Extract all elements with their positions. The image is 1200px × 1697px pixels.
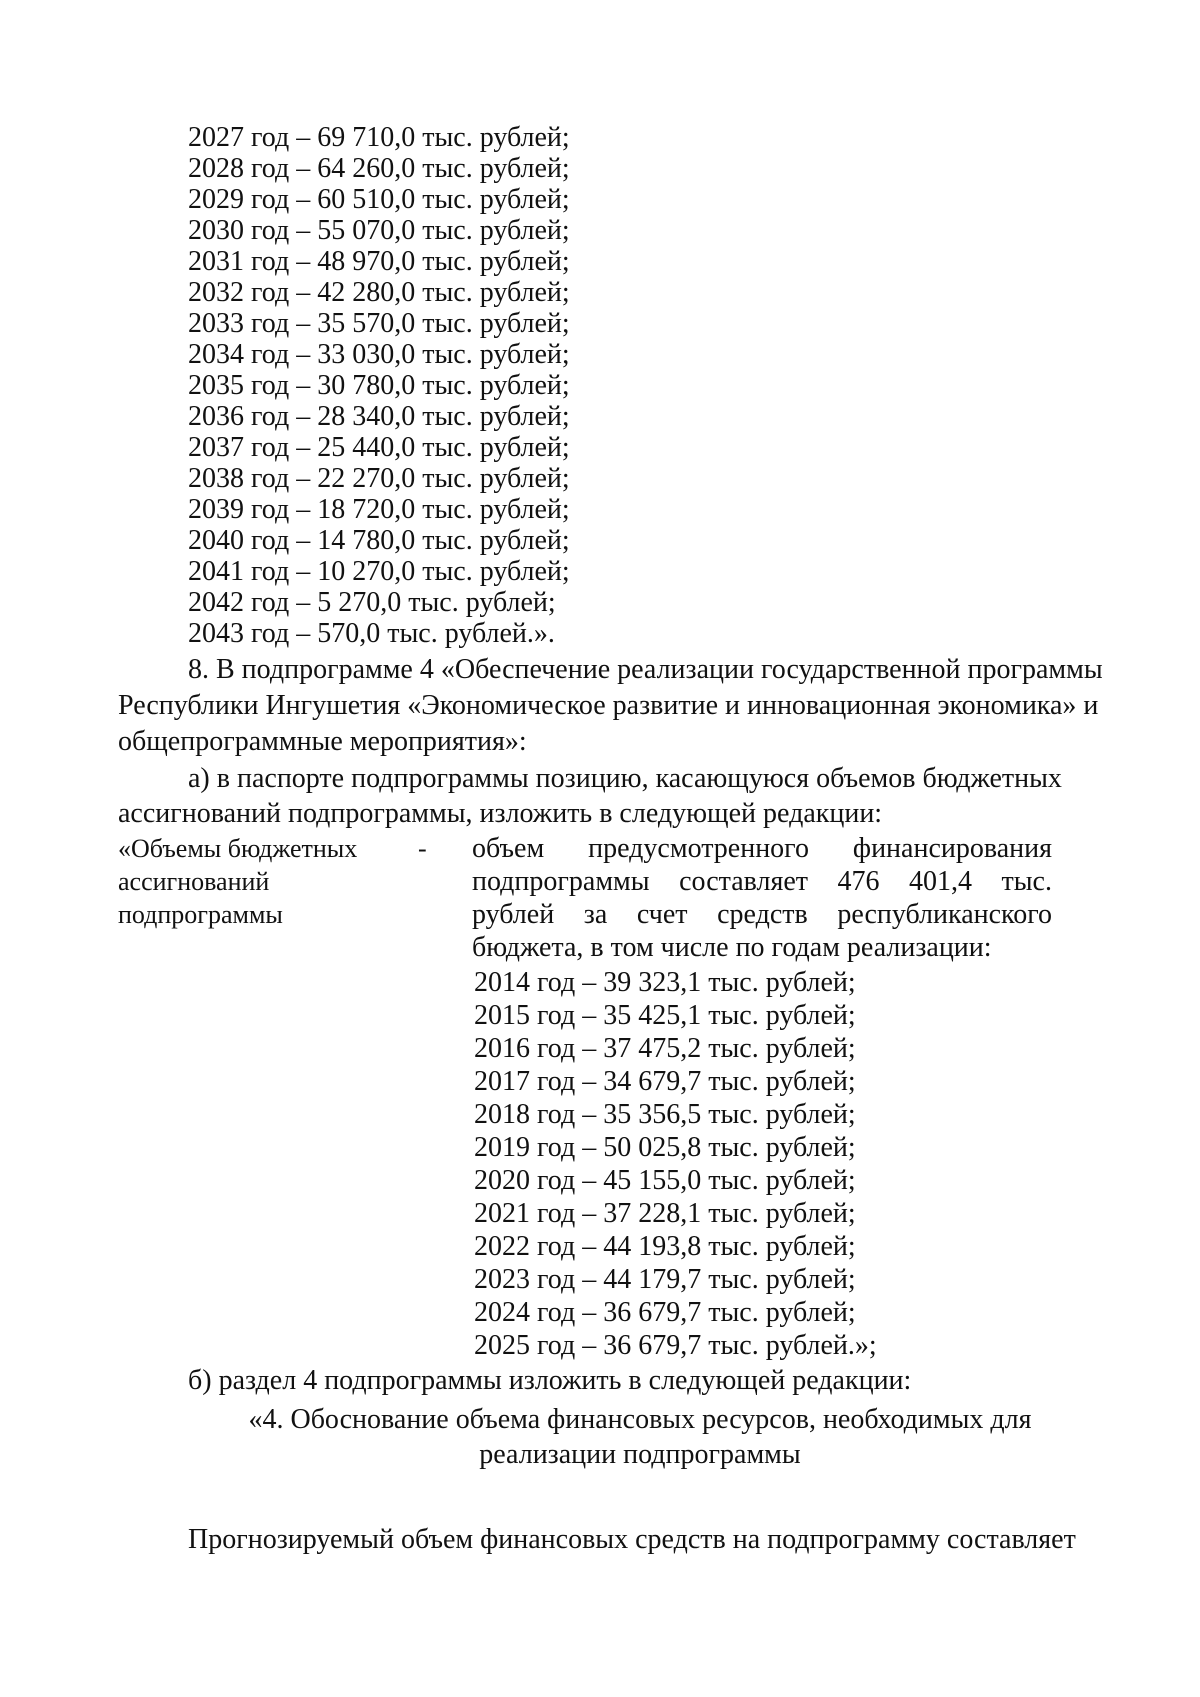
passport-dash: - xyxy=(418,834,427,863)
passport-year-line: 2024 год – 36 679,7 тыс. рублей; xyxy=(474,1297,856,1328)
passport-label-line: «Объемы бюджетных xyxy=(118,834,358,863)
year-line: 2036 год – 28 340,0 тыс. рублей; xyxy=(188,401,570,432)
item-a-line2: ассигнований подпрограммы, изложить в следующей редакции: xyxy=(118,798,883,829)
item8-line1: 8. В подпрограмме 4 «Обеспечение реализации государственной программы xyxy=(188,654,1103,685)
year-line: 2035 год – 30 780,0 тыс. рублей; xyxy=(188,370,570,401)
passport-year-line: 2020 год – 45 155,0 тыс. рублей; xyxy=(474,1165,856,1196)
passport-text-line: объем предусмотренного финансирования xyxy=(472,833,1052,864)
passport-text-line: бюджета, в том числе по годам реализации: xyxy=(472,932,992,963)
year-line: 2040 год – 14 780,0 тыс. рублей; xyxy=(188,525,570,556)
year-line: 2041 год – 10 270,0 тыс. рублей; xyxy=(188,556,570,587)
year-line: 2029 год – 60 510,0 тыс. рублей; xyxy=(188,184,570,215)
item8-line3: общепрограммные мероприятия»: xyxy=(118,726,527,757)
year-line: 2028 год – 64 260,0 тыс. рублей; xyxy=(188,153,570,184)
year-line: 2031 год – 48 970,0 тыс. рублей; xyxy=(188,246,570,277)
year-line: 2033 год – 35 570,0 тыс. рублей; xyxy=(188,308,570,339)
year-line: 2034 год – 33 030,0 тыс. рублей; xyxy=(188,339,570,370)
year-line: 2039 год – 18 720,0 тыс. рублей; xyxy=(188,494,570,525)
passport-year-line: 2019 год – 50 025,8 тыс. рублей; xyxy=(474,1132,856,1163)
year-line: 2043 год – 570,0 тыс. рублей.». xyxy=(188,618,555,649)
passport-text-line: подпрограммы составляет 476 401,4 тыс. xyxy=(472,866,1052,897)
passport-year-line: 2015 год – 35 425,1 тыс. рублей; xyxy=(474,1000,856,1031)
passport-year-line: 2014 год – 39 323,1 тыс. рублей; xyxy=(474,967,856,998)
year-line: 2032 год – 42 280,0 тыс. рублей; xyxy=(188,277,570,308)
last-paragraph-line: Прогнозируемый объем финансовых средств на подпрограмму составляет xyxy=(188,1524,1076,1555)
section-heading-line1: «4. Обоснование объема финансовых ресурсов, необходимых для xyxy=(248,1404,1032,1435)
passport-label-line: подпрограммы xyxy=(118,900,283,929)
passport-year-line: 2017 год – 34 679,7 тыс. рублей; xyxy=(474,1066,856,1097)
item-a-line1: а) в паспорте подпрограммы позицию, касающуюся объемов бюджетных xyxy=(188,763,1062,794)
year-line: 2038 год – 22 270,0 тыс. рублей; xyxy=(188,463,570,494)
passport-year-line: 2018 год – 35 356,5 тыс. рублей; xyxy=(474,1099,856,1130)
year-line: 2037 год – 25 440,0 тыс. рублей; xyxy=(188,432,570,463)
section-heading-line2: реализации подпрограммы xyxy=(479,1439,801,1470)
passport-year-line: 2022 год – 44 193,8 тыс. рублей; xyxy=(474,1231,856,1262)
passport-year-line: 2021 год – 37 228,1 тыс. рублей; xyxy=(474,1198,856,1229)
year-line: 2030 год – 55 070,0 тыс. рублей; xyxy=(188,215,570,246)
passport-text-line: рублей за счет средств республиканского xyxy=(472,899,1052,930)
passport-year-line: 2016 год – 37 475,2 тыс. рублей; xyxy=(474,1033,856,1064)
passport-year-line: 2025 год – 36 679,7 тыс. рублей.»; xyxy=(474,1330,877,1361)
year-line: 2027 год – 69 710,0 тыс. рублей; xyxy=(188,122,570,153)
year-line: 2042 год – 5 270,0 тыс. рублей; xyxy=(188,587,556,618)
item8-line2: Республики Ингушетия «Экономическое развитие и инновационная экономика» и xyxy=(118,690,1099,721)
item-b-line: б) раздел 4 подпрограммы изложить в следующей редакции: xyxy=(188,1365,912,1396)
passport-label-line: ассигнований xyxy=(118,867,270,896)
passport-year-line: 2023 год – 44 179,7 тыс. рублей; xyxy=(474,1264,856,1295)
